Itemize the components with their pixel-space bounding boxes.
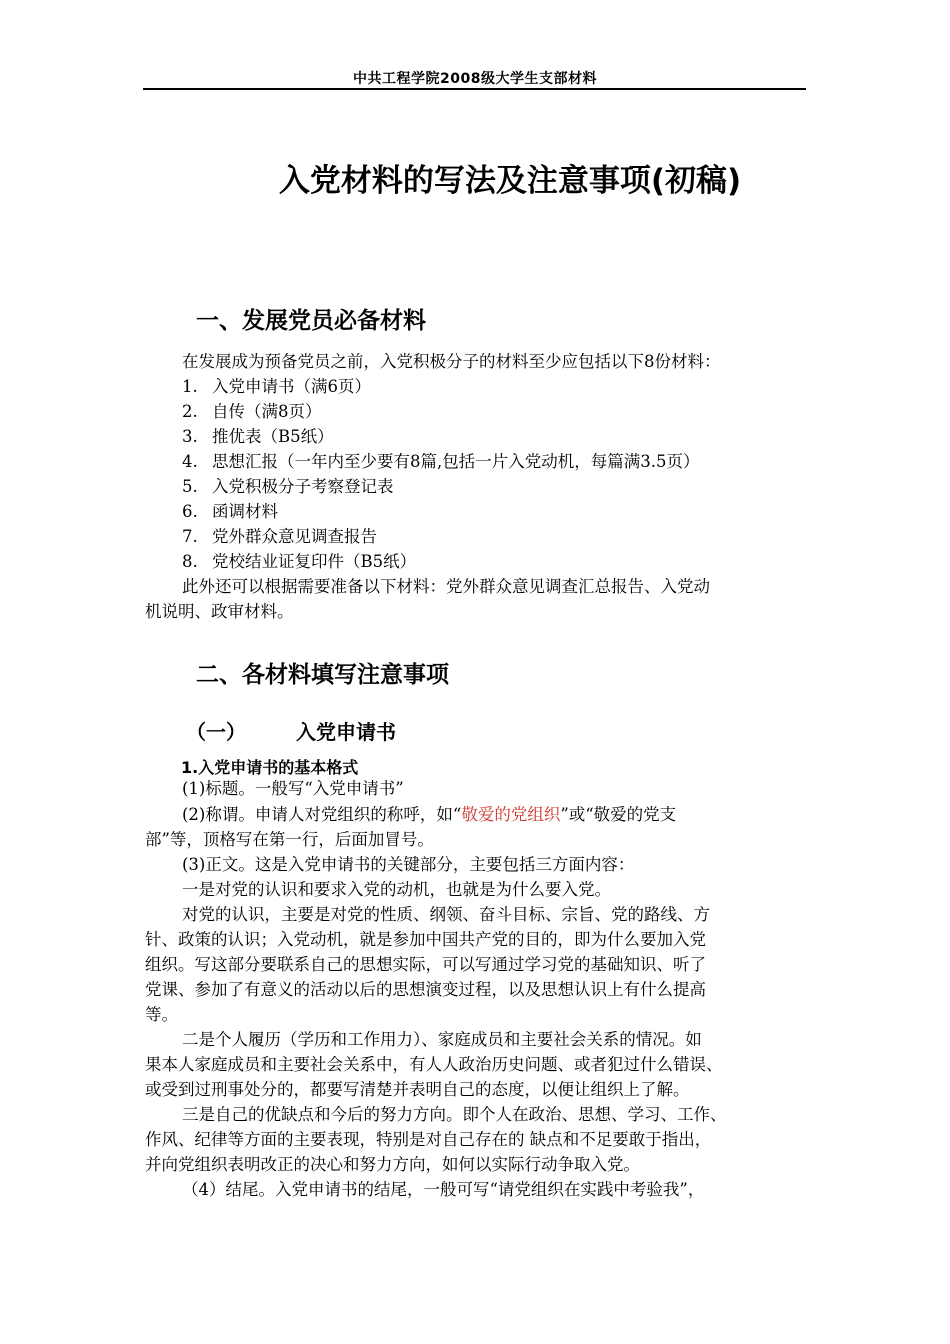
text-span: (2)称谓。申请人对党组织的称呼，如“ [182,805,462,824]
list-number: 1. [182,377,198,396]
paragraph-line: (3)正文。这是入党申请书的关键部分，主要包括三方面内容： [182,855,635,874]
list-text: 党校结业证复印件（B5纸） [212,552,417,571]
list-item [182,527,377,547]
list-text: 入党申请书（满6页） [212,377,371,396]
paragraph-line: (1)标题。一般写“入党申请书” [182,779,404,798]
paragraph-line: （4）结尾。入党申请书的结尾，一般可写“请党组织在实践中考验我”， [182,1180,705,1199]
document-title: 入党材料的写法及注意事项(初稿) [278,163,742,199]
subsection-heading [186,716,396,745]
list-text: 推优表（B5纸） [212,427,334,446]
section1-intro: 在发展成为预备党员之前，入党积极分子的材料至少应包括以下8份材料： [182,352,721,371]
list-number: 5. [182,477,198,496]
header-rule [143,88,806,90]
paragraph-line: 机说明、政审材料。 [145,602,294,621]
paragraph-line: 对党的认识，主要是对党的性质、纲领、奋斗目标、宗旨、党的路线、方 [182,905,710,924]
paragraph-line: 组织。写这部分要联系自己的思想实际，可以写通过学习党的基础知识、听了 [145,955,706,974]
paragraph-line: 三是自己的优缺点和今后的努力方向。即个人在政治、思想、学习、工作、 [182,1105,727,1124]
paragraph-line: 一是对党的认识和要求入党的动机，也就是为什么要入党。 [182,880,611,899]
list-item [182,402,322,422]
paragraph-line: 或受到过刑事处分的，都要写清楚并表明自己的态度，以便让组织上了解。 [145,1080,690,1099]
list-item [182,427,334,447]
list-item [182,452,699,472]
list-item [182,502,278,522]
list-number: 6. [182,502,198,521]
paragraph-line [182,805,676,825]
section-heading-1: 一、发展党员必备材料 [196,308,426,334]
list-number: 4. [182,452,198,471]
list-text: 入党积极分子考察登记表 [212,477,394,496]
paragraph-line: 党课、参加了有意义的活动以后的思想演变过程，以及思想认识上有什么提高 [145,980,706,999]
list-text: 函调材料 [212,502,278,521]
list-number: 3. [182,427,198,446]
list-text: 党外群众意见调查报告 [212,527,377,546]
paragraph-line: 针、政策的认识；入党动机，就是参加中国共产党的目的，即为什么要加入党 [145,930,706,949]
paragraph-line: 并向党组织表明改正的决心和努力方向，如何以实际行动争取入党。 [145,1155,640,1174]
paragraph-line: 果本人家庭成员和主要社会关系中，有人人政治历史问题、或者犯过什么错误、 [145,1055,723,1074]
list-number: 8. [182,552,198,571]
subheading: 1.入党申请书的基本格式 [181,758,359,777]
paragraph-line: 作风、纪律等方面的主要表现，特别是对自己存在的 缺点和不足要敢于指出， [145,1130,712,1149]
list-number: 2. [182,402,198,421]
list-item [182,477,394,497]
list-item [182,552,416,572]
subsection-number: （一） [186,720,246,744]
page-header: 中共工程学院2008级大学生支部材料 [353,71,597,87]
subsection-title: 入党申请书 [296,720,396,744]
section-heading-2: 二、各材料填写注意事项 [196,662,449,688]
paragraph-line: 部”等，顶格写在第一行，后面加冒号。 [145,830,434,849]
list-text: 思想汇报（一年内至少要有8篇,包括一片入党动机，每篇满3.5页） [212,452,700,471]
paragraph-line: 二是个人履历（学历和工作用力）、家庭成员和主要社会关系的情况。如 [182,1030,702,1049]
paragraph-line: 等。 [145,1005,178,1024]
list-text: 自传（满8页） [212,402,322,421]
text-span: ”或“敬爱的党支 [560,805,677,824]
list-item [182,377,371,397]
highlighted-text: 敬爱的党组织 [461,805,561,824]
paragraph-line: 此外还可以根据需要准备以下材料：党外群众意见调查汇总报告、入党动 [182,577,710,596]
list-number: 7. [182,527,198,546]
